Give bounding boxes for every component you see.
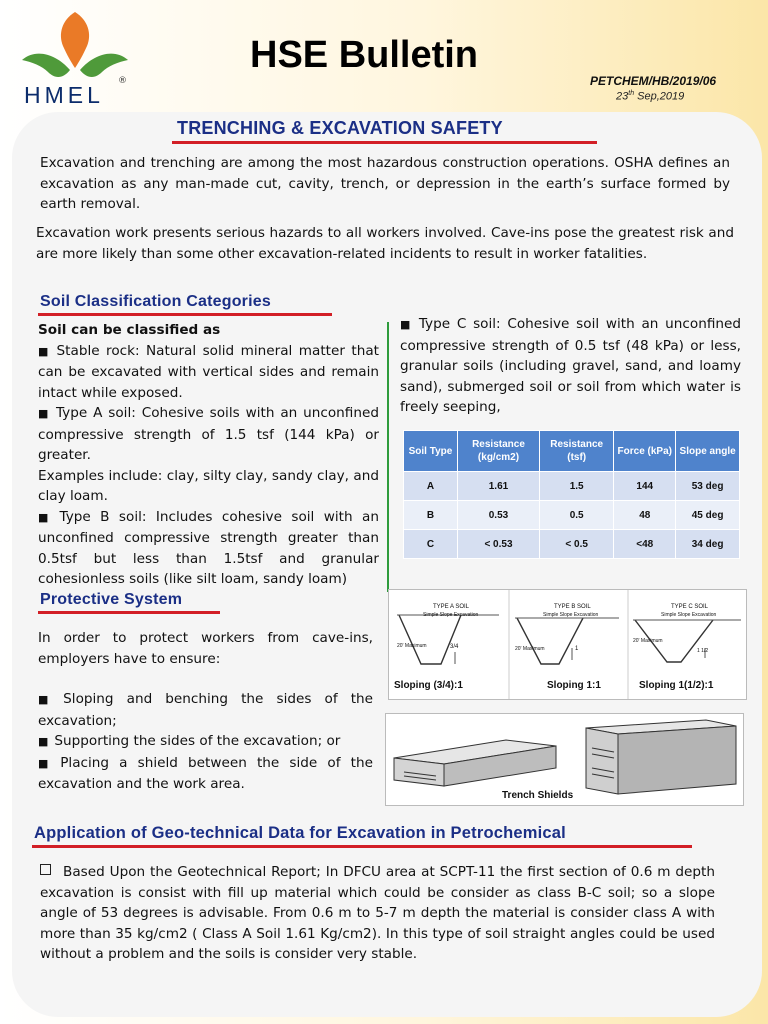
protective-intro: In order to protect workers from cave-ins, employers have to ensure: [38, 630, 373, 667]
hmel-logo [18, 10, 133, 110]
table-header-row: Soil Type Resistance (kg/cm2) Resistance (tsf) Force (kPa) Slope angle [404, 431, 740, 472]
list-item: ■ Sloping and benching the sides of the excavation; [38, 691, 373, 729]
registered-mark: ® [118, 76, 127, 86]
bulletin-reference: PETCHEM/HB/2019/06 [590, 74, 717, 88]
column-divider [387, 322, 389, 592]
table-row: C < 0.53 < 0.5 <48 34 deg [404, 530, 740, 559]
caption-type-a: Sloping (3/4):1 [394, 680, 463, 691]
type-a-item: ■ Type A soil: Cohesive soils with an unconfined compressive strength of 1.5 tsf (144 kPa) or greater. [38, 405, 379, 463]
trench-shields-caption: Trench Shields [502, 790, 574, 801]
intro-paragraph-1: Excavation and trenching are among the most hazardous construction operations. OSHA defines an excavation as any man-made cut, cavity, trench, or depression in the earth’s surface formed by earth removal. [40, 155, 730, 212]
application-paragraph: Based Upon the Geotechnical Report; In DFCU area at SCPT-11 the first section of 0.6 m depth excavation is consist with fill up material which could be consider as class B-C soil; so a slope angle of 53 degrees is advisable. From 0.6 m to 5-7 m depth the material is consider class A with more than 35 kg/cm2 ( Class A Soil 1.61 Kg/cm2). In this type of soil straight angles could be used without a problem and the soils is consider very stable. [40, 864, 715, 962]
soil-left-column [38, 320, 379, 590]
type-a-examples: Examples include: clay, silty clay, sandy clay, and clay loam. [38, 467, 379, 504]
page-title: HSE Bulletin [250, 34, 479, 76]
soil-heading-underline [38, 313, 332, 316]
table-row: B 0.53 0.5 48 45 deg [404, 501, 740, 530]
stable-rock-item: ■ Stable rock: Natural solid mineral matter that can be excavated with vertical sides and remain intact while exposed. [38, 342, 379, 401]
bulletin-header [0, 0, 768, 112]
main-title: TRENCHING & EXCAVATION SAFETY [177, 118, 503, 138]
trench-shield-diagram [385, 713, 744, 806]
caption-type-b: Sloping 1:1 [547, 680, 601, 691]
list-item: ■ Supporting the sides of the excavation; or [38, 733, 341, 749]
bulletin-date: 23th Sep,2019 [616, 90, 685, 103]
intro-paragraph-2: Excavation work presents serious hazards to all workers involved. Cave-ins pose the greatest risk and are more likely than some other excavation-related incidents to result in worker fatalities. [36, 225, 734, 262]
protective-heading-underline [38, 611, 220, 614]
caption-type-c: Sloping 1(1/2):1 [639, 680, 714, 691]
main-title-underline [172, 141, 597, 144]
logo-text: HMEL [24, 82, 104, 108]
checkbox-bullet-icon [40, 864, 51, 875]
soil-table [403, 430, 740, 559]
type-c-item: ■ Type C soil: Cohesive soil with an unconfined compressive strength of 0.5 tsf (48 kPa) or less, granular soils (including gravel, sand, and loamy sand), submerged soil or soil from which water is freely seeping, [400, 316, 741, 415]
soil-subheading: Soil can be classified as [38, 322, 221, 338]
soil-heading: Soil Classification Categories [40, 293, 271, 310]
sloping-diagram: TYPE A SOIL Simple Slope Excavation 20' Maximum 3/4 Sloping (3/4):1 TYPE B SOIL Simple Slope Excavation 20' Maximum 1 Sloping 1:1 TYPE C SOIL Simple Slope Excavation 20' Maximum 1 1/2 Sloping 1(1/2):1 [388, 589, 747, 700]
application-heading-underline [32, 845, 692, 848]
list-item: ■ Placing a shield between the side of the excavation and the work area. [38, 754, 373, 792]
application-heading: Application of Geo-technical Data for Excavation in Petrochemical [34, 824, 566, 842]
type-b-item: ■ Type B soil: Includes cohesive soil with an unconfined compressive strength greater than 0.5tsf but less than 1.5tsf and granular cohesionless soils (like silt loam, sandy loam) [38, 508, 379, 587]
protective-list [38, 689, 373, 795]
protective-heading: Protective System [40, 591, 183, 608]
table-row: A 1.61 1.5 144 53 deg [404, 472, 740, 501]
